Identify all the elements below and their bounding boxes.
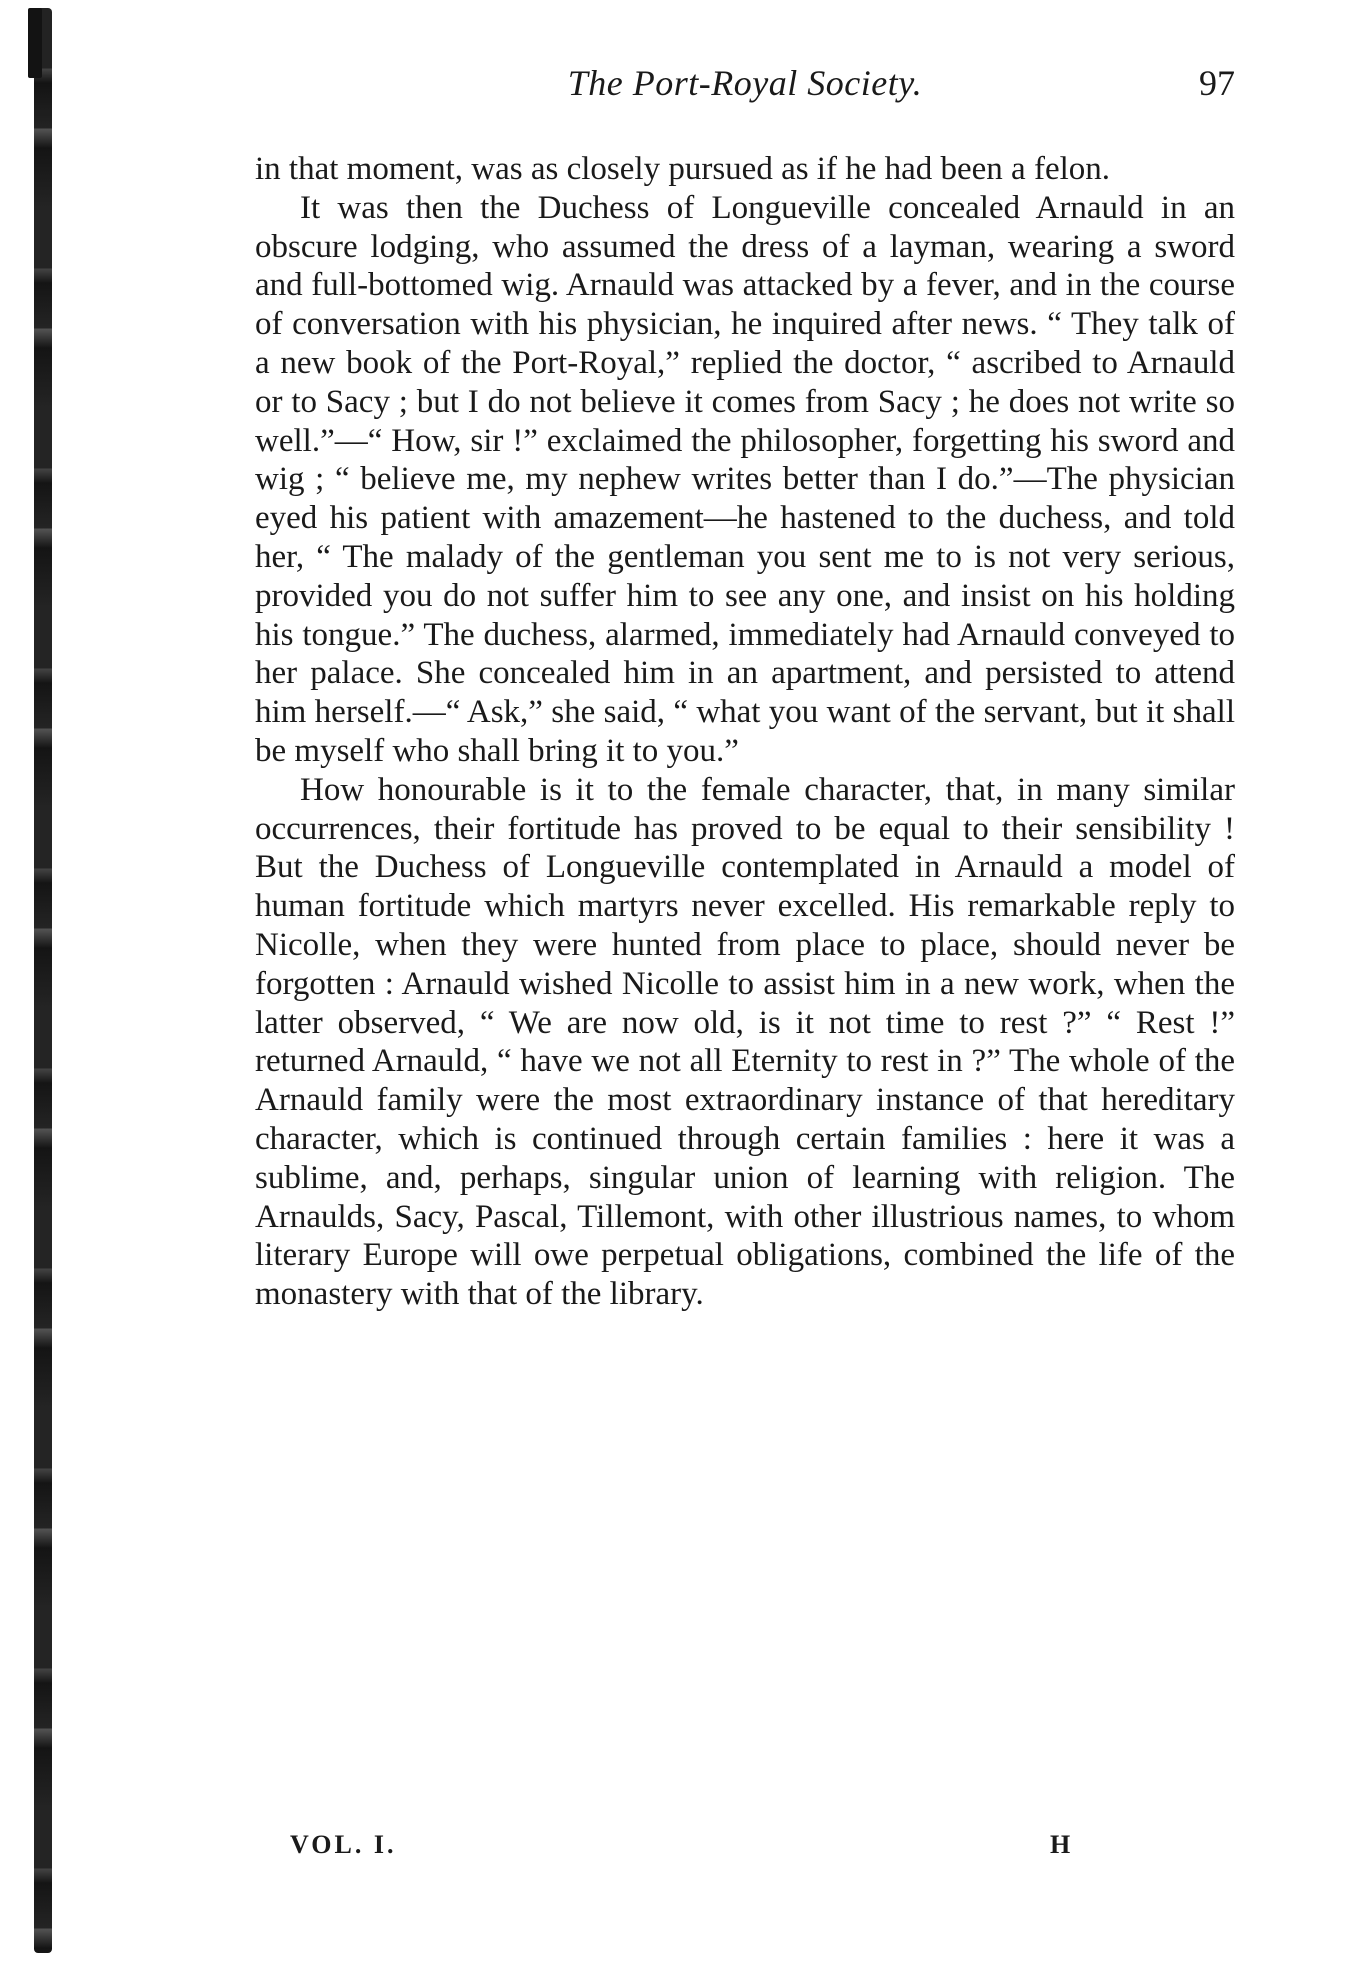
body-text (255, 150, 1235, 1314)
page-number: 97 (1199, 63, 1235, 103)
running-title: The Port-Royal Society. (567, 63, 923, 103)
binding-edge (34, 8, 52, 1953)
paragraph-female-fortitude: How honourable is it to the female character, that, in many similar occurrences, their fortitude has proved to be equal to their sensibility ! But the Duchess of Longueville contemplated in Arnauld a model of human fortitude which martyrs never excelled. His remarkable reply to Nicolle, when they were hunted from place to place, should never be forgotten : Arnauld wished Nicolle to assist him in a new work, when the latter observed, “ We are now old, is it not time to rest ?” “ Rest !” returned Arnauld, “ have we not all Eternity to rest in ?” The whole of the Arnauld family were the most extraordinary instance of that hereditary character, which is continued through certain families : here it was a sublime, and, perhaps, singular union of learning with religion. The Arnaulds, Sacy, Pascal, Tillemont, with other illustrious names, to whom literary Europe will owe perpetual obligations, combined the life of the monastery with that of the library. (255, 771, 1235, 1313)
paragraph-continuation: in that moment, was as closely pursued as if he had been a felon. (255, 151, 1111, 187)
sheet-mark: H (1050, 1830, 1074, 1859)
volume-signature: VOL. I. (290, 1830, 397, 1859)
paragraph-duchess-story: It was then the Duchess of Longueville concealed Arnauld in an obscure lodging, who assumed the dress of a layman, wearing a sword and full-bottomed wig. Arnauld was attacked by a fever, and in the course of conversation with his physician, he inquired after news. “ They talk of a new book of the Port-Royal,” replied the doctor, “ ascribed to Arnauld or to Sacy ; but I do not believe it comes from Sacy ; he does not write so well.”—“ How, sir !” exclaimed the philosopher, forgetting his sword and wig ; “ believe me, my nephew writes better than I do.”—The physician eyed his patient with amazement—he hastened to the duchess, and told her, “ The malady of the gentleman you sent me to is not very serious, provided you do not suffer him to see any one, and insist on his holding his tongue.” The duchess, alarmed, immediately had Arnauld conveyed to her palace. She concealed him in an apartment, and persisted to attend him herself.—“ Ask,” she said, “ what you want of the servant, but it shall be myself who shall bring it to you.” (255, 189, 1235, 769)
page-footer (0, 1830, 1350, 1870)
running-head (255, 62, 1235, 116)
